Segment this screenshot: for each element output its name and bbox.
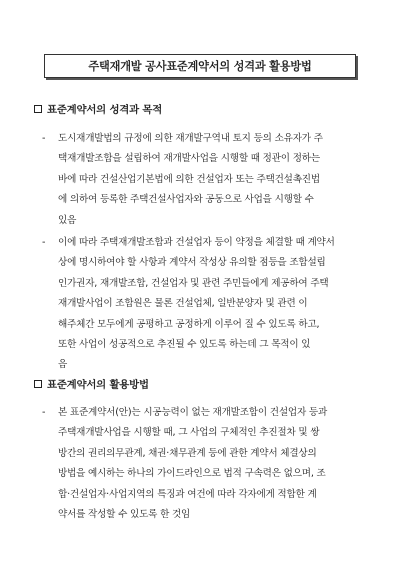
text-line: 해주체간 모두에게 공평하고 공정하게 이루어 질 수 있도록 하고, <box>58 318 320 330</box>
text-line: 이에 따라 주택재개발조합과 건설업자 등이 약정을 체결할 때 계약서 <box>58 237 335 248</box>
text-line: 주택재개발사업을 시행할 때, 그 사업의 구체적인 추진절차 및 쌍 <box>58 427 320 439</box>
paragraph <box>42 129 380 231</box>
text-line: 음 <box>58 359 68 371</box>
text-line: 인가권자, 재개발조합, 건설업자 및 관련 주민들에게 제공하여 주택 <box>58 277 329 289</box>
dash-bullet: - <box>42 237 46 248</box>
text-line: 있음 <box>58 214 77 226</box>
text-line: 방간의 권리의무관계, 채권·채무관계 등에 관한 계약서 체결상의 <box>58 447 317 459</box>
text-line: 합·건설업자·사업지역의 특징과 여건에 따라 각자에게 적합한 계 <box>58 488 317 500</box>
text-line: 바에 따라 건설산업기본법에 의한 건설업자 또는 주택건설촉진법 <box>58 173 320 185</box>
text-line: 본 표준계약서(안)는 시공능력이 없는 재개발조합이 건설업자 등과 <box>58 407 328 418</box>
text-line: 도시재개발법의 규정에 의한 재개발구역내 토지 등의 소유자가 주 <box>58 133 323 144</box>
dash-bullet: - <box>42 133 46 144</box>
document-title: 주택재개발 공사표준계약서의 성격과 활용방법 <box>88 60 312 73</box>
square-bullet-icon <box>34 380 42 388</box>
text-line: 택재개발조합을 설립하여 재개발사업을 시행할 때 정관이 정하는 <box>58 153 320 165</box>
square-bullet-icon <box>34 105 42 113</box>
section-heading-text: 표준계약서의 성격과 목적 <box>47 104 163 116</box>
text-line: 또한 사업이 성공적으로 추진될 수 있도록 하는데 그 목적이 있 <box>58 339 311 351</box>
text-line: 상에 명시하여야 할 사항과 계약서 작성상 유의할 점등을 조합설립 <box>58 257 326 269</box>
document-title-box <box>44 54 356 78</box>
paragraph <box>42 233 380 376</box>
paragraph <box>42 403 380 525</box>
text-line: 방법을 예시하는 하나의 가이드라인으로 법적 구속력은 없으며, 조 <box>58 468 326 480</box>
section-heading-purpose <box>34 101 162 116</box>
text-line: 재개발사업이 조합원은 물론 건설업체, 일반분양자 및 관련 이 <box>58 298 308 310</box>
dash-bullet: - <box>42 407 46 418</box>
text-line: 약서를 작성할 수 있도록 한 것임 <box>58 509 191 521</box>
section-heading-usage <box>34 376 149 391</box>
text-line: 에 의하여 등록한 주택건설사업자와 공동으로 사업을 시행할 수 <box>58 194 314 206</box>
section-heading-text: 표준계약서의 활용방법 <box>47 379 149 391</box>
